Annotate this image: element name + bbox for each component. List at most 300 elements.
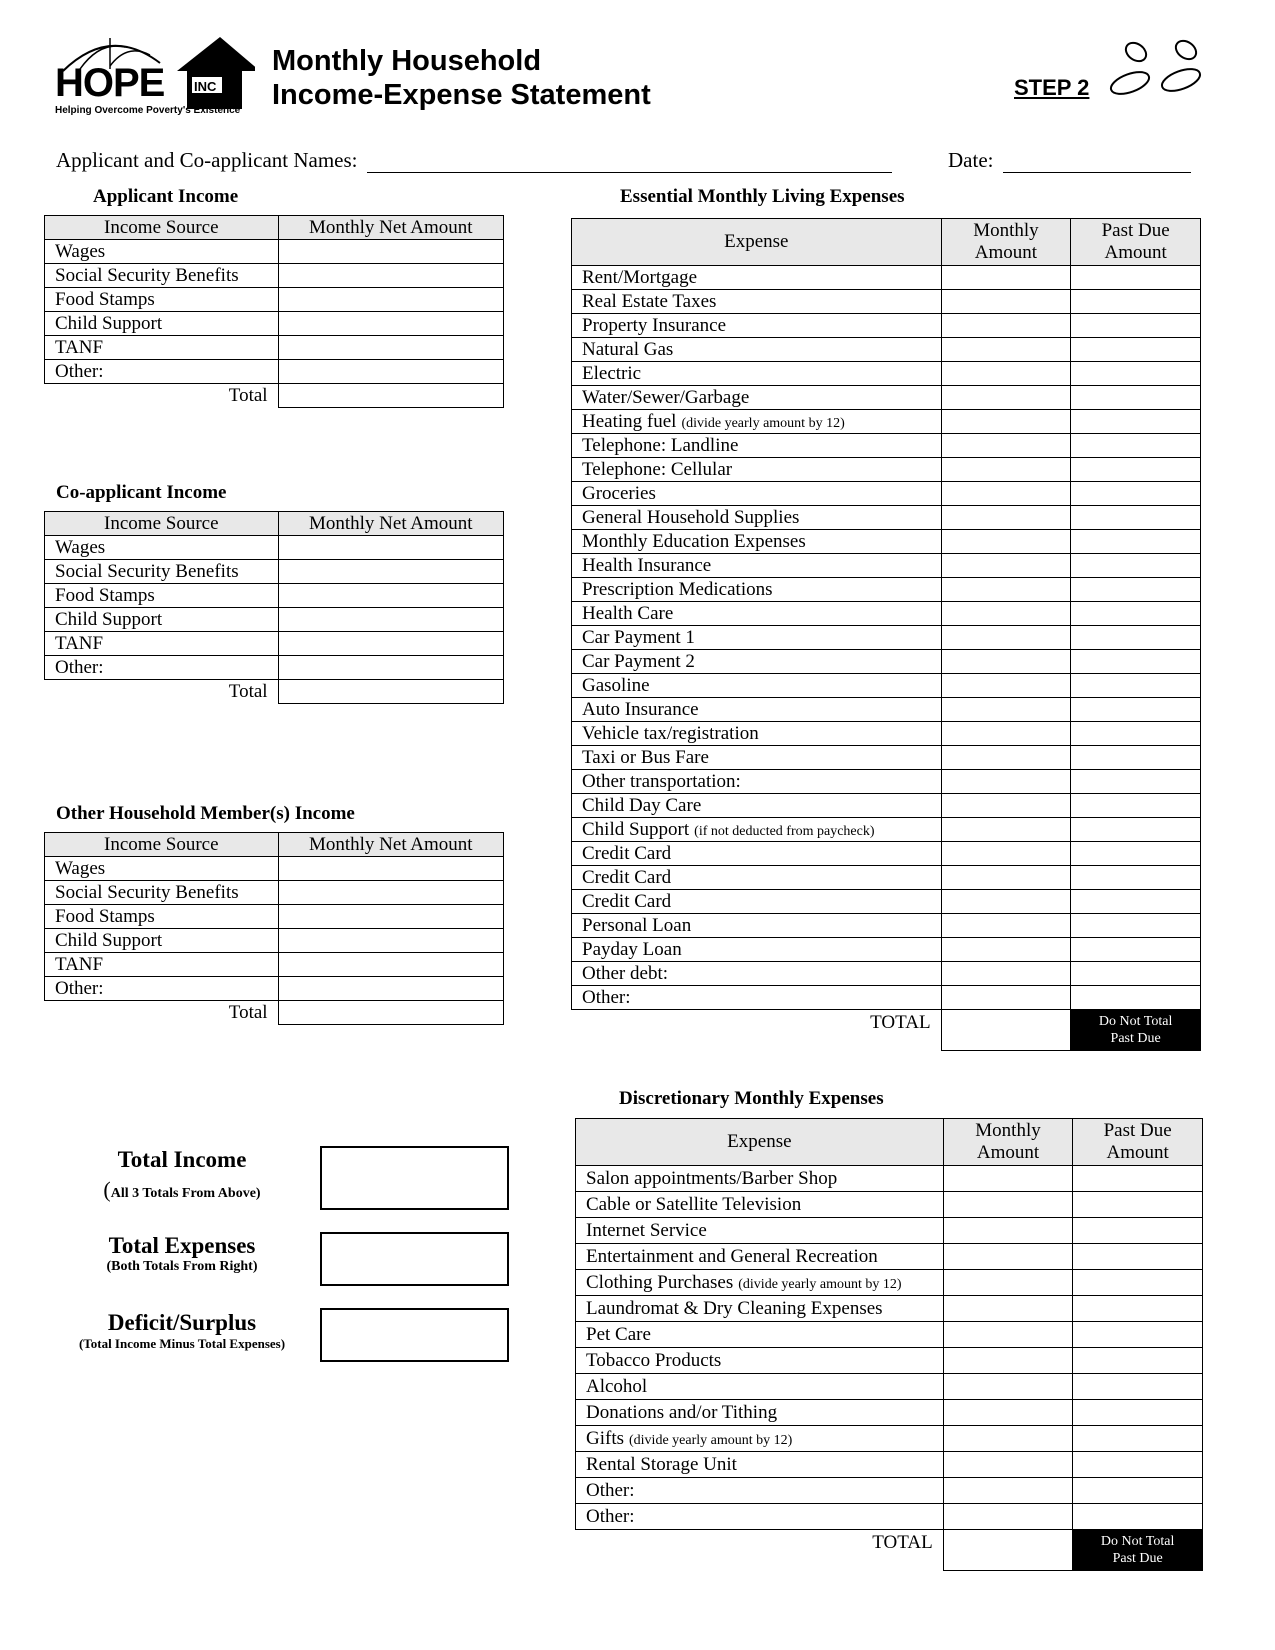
table-row xyxy=(572,770,1201,794)
monthly-amount-cell[interactable] xyxy=(941,482,1071,506)
amount-cell[interactable] xyxy=(278,264,503,288)
expense-name: Clothing Purchases xyxy=(586,1271,734,1293)
income-rows xyxy=(45,536,504,704)
pastdue-amount-cell[interactable] xyxy=(1071,650,1201,674)
monthly-amount-cell[interactable] xyxy=(943,1478,1073,1504)
monthly-amount-cell[interactable] xyxy=(943,1322,1073,1348)
monthly-amount-cell[interactable] xyxy=(943,1218,1073,1244)
table-row xyxy=(572,866,1201,890)
monthly-amount-cell[interactable] xyxy=(941,722,1071,746)
total-cell[interactable] xyxy=(278,680,503,704)
expense-label xyxy=(572,794,942,818)
monthly-amount-cell[interactable] xyxy=(943,1296,1073,1322)
pastdue-amount-cell[interactable] xyxy=(1073,1426,1203,1452)
monthly-amount-cell[interactable] xyxy=(941,650,1071,674)
hope-logo xyxy=(55,33,255,123)
expense-label xyxy=(572,314,942,338)
total-label: Total xyxy=(228,680,268,702)
expense-name: Property Insurance xyxy=(582,314,727,336)
row-label: Other: xyxy=(45,360,279,384)
expense-note: (divide yearly amount by 12) xyxy=(681,415,845,431)
monthly-amount-cell[interactable] xyxy=(941,674,1071,698)
amount-cell[interactable] xyxy=(278,584,503,608)
expense-name: Tobacco Products xyxy=(586,1349,722,1371)
expense-label xyxy=(572,362,942,386)
pastdue-amount-cell[interactable] xyxy=(1073,1504,1203,1530)
table-row xyxy=(572,746,1201,770)
table-row xyxy=(45,560,504,584)
do-not-total-cell: Do Not Total Past Due xyxy=(1073,1530,1203,1571)
pastdue-amount-cell[interactable] xyxy=(1071,338,1201,362)
table-row xyxy=(45,632,504,656)
expense-name: Heating fuel xyxy=(582,410,677,432)
expense-label xyxy=(572,338,942,362)
pastdue-amount-cell[interactable] xyxy=(1071,602,1201,626)
amount-cell[interactable] xyxy=(278,240,503,264)
table-row xyxy=(572,362,1201,386)
col-monthly-net: Monthly Net Amount xyxy=(278,216,503,240)
total-cell[interactable] xyxy=(278,1001,503,1025)
expense-name: Rent/Mortgage xyxy=(582,266,698,288)
monthly-amount-cell[interactable] xyxy=(941,986,1071,1010)
title-line-2: Income-Expense Statement xyxy=(272,79,651,111)
row-label: Food Stamps xyxy=(45,584,279,608)
expense-rows xyxy=(576,1166,1203,1530)
pastdue-amount-cell[interactable] xyxy=(1071,482,1201,506)
table-row xyxy=(576,1244,1203,1270)
total-expenses-label: Total Expenses xyxy=(108,1233,256,1258)
date-field[interactable] xyxy=(1003,154,1191,173)
table-row xyxy=(572,722,1201,746)
date-label: Date: xyxy=(948,148,994,172)
expense-name: Laundromat & Dry Cleaning Expenses xyxy=(586,1297,883,1319)
table-row xyxy=(572,482,1201,506)
pastdue-amount-cell[interactable] xyxy=(1071,386,1201,410)
pastdue-amount-cell[interactable] xyxy=(1071,746,1201,770)
monthly-amount-cell[interactable] xyxy=(941,578,1071,602)
expense-name: Electric xyxy=(582,362,642,384)
essential-title: Essential Monthly Living Expenses xyxy=(620,186,905,207)
amount-cell[interactable] xyxy=(278,360,503,384)
expense-name: Taxi or Bus Fare xyxy=(582,746,709,768)
table-row xyxy=(576,1452,1203,1478)
date-row xyxy=(948,148,1191,173)
pastdue-amount-cell[interactable] xyxy=(1071,410,1201,434)
expense-name: Other transportation: xyxy=(582,770,741,792)
expense-name: Cable or Satellite Television xyxy=(586,1193,802,1215)
table-header xyxy=(45,833,504,857)
col-monthly-net: Monthly Net Amount xyxy=(278,833,503,857)
monthly-amount-cell[interactable] xyxy=(941,818,1071,842)
pastdue-amount-cell[interactable] xyxy=(1071,266,1201,290)
expense-name: Child Day Care xyxy=(582,794,702,816)
row-label: Food Stamps xyxy=(45,905,279,929)
monthly-amount-cell[interactable] xyxy=(941,794,1071,818)
monthly-amount-cell[interactable] xyxy=(943,1504,1073,1530)
pastdue-amount-cell[interactable] xyxy=(1071,770,1201,794)
expense-name: Auto Insurance xyxy=(582,698,699,720)
table-row xyxy=(576,1270,1203,1296)
expense-label xyxy=(572,578,942,602)
monthly-amount-cell[interactable] xyxy=(943,1192,1073,1218)
monthly-amount-cell[interactable] xyxy=(943,1270,1073,1296)
row-label: TANF xyxy=(45,336,279,360)
pastdue-amount-cell[interactable] xyxy=(1073,1478,1203,1504)
monthly-amount-cell[interactable] xyxy=(943,1426,1073,1452)
expense-label xyxy=(572,410,942,434)
table-row xyxy=(572,578,1201,602)
pastdue-amount-cell[interactable] xyxy=(1073,1218,1203,1244)
total-income-label: Total Income xyxy=(117,1147,247,1172)
pastdue-amount-cell[interactable] xyxy=(1073,1244,1203,1270)
expense-label xyxy=(572,938,942,962)
table-row xyxy=(45,536,504,560)
step-label: STEP 2 xyxy=(1014,75,1090,100)
expense-name: Groceries xyxy=(582,482,656,504)
monthly-amount-cell[interactable] xyxy=(941,266,1071,290)
expense-label xyxy=(576,1270,944,1296)
monthly-amount-cell[interactable] xyxy=(943,1452,1073,1478)
table-row xyxy=(572,962,1201,986)
pastdue-amount-cell[interactable] xyxy=(1071,914,1201,938)
monthly-amount-cell[interactable] xyxy=(941,938,1071,962)
expense-name: Salon appointments/Barber Shop xyxy=(586,1167,838,1189)
row-label: Social Security Benefits xyxy=(45,264,279,288)
expense-label xyxy=(576,1166,944,1192)
monthly-amount-cell[interactable] xyxy=(941,506,1071,530)
expense-name: Internet Service xyxy=(586,1219,707,1241)
expense-name: Gasoline xyxy=(582,674,650,696)
total-expenses-sub: (Both Totals From Right) xyxy=(106,1259,258,1274)
expense-label xyxy=(576,1244,944,1270)
total-income-sub: (All 3 Totals From Above) xyxy=(103,1177,261,1202)
pastdue-amount-cell[interactable] xyxy=(1071,794,1201,818)
amount-cell[interactable] xyxy=(278,881,503,905)
table-row xyxy=(572,338,1201,362)
table-row xyxy=(572,290,1201,314)
col-income-source: Income Source xyxy=(45,216,279,240)
monthly-amount-cell[interactable] xyxy=(943,1244,1073,1270)
monthly-amount-cell[interactable] xyxy=(941,626,1071,650)
expense-label xyxy=(572,914,942,938)
expense-name: Car Payment 2 xyxy=(582,650,695,672)
expense-name: Natural Gas xyxy=(582,338,674,360)
table-row xyxy=(45,240,504,264)
total-cell[interactable] xyxy=(278,384,503,408)
row-label: TANF xyxy=(45,953,279,977)
pastdue-amount-cell[interactable] xyxy=(1071,290,1201,314)
table-header xyxy=(576,1119,1203,1166)
monthly-amount-cell[interactable] xyxy=(943,1348,1073,1374)
table-row xyxy=(576,1218,1203,1244)
expense-label xyxy=(572,530,942,554)
expense-label xyxy=(572,626,942,650)
amount-cell[interactable] xyxy=(278,608,503,632)
pastdue-amount-cell[interactable] xyxy=(1073,1322,1203,1348)
pastdue-amount-cell[interactable] xyxy=(1071,506,1201,530)
table-row xyxy=(576,1348,1203,1374)
col-pastdue-amount: Past Due Amount xyxy=(1073,1119,1203,1166)
pastdue-amount-cell[interactable] xyxy=(1071,458,1201,482)
pastdue-amount-cell[interactable] xyxy=(1071,866,1201,890)
expense-name: Monthly Education Expenses xyxy=(582,530,806,552)
table-row xyxy=(45,977,504,1001)
table-row xyxy=(572,890,1201,914)
monthly-amount-cell[interactable] xyxy=(941,602,1071,626)
expense-label xyxy=(572,674,942,698)
pastdue-amount-cell[interactable] xyxy=(1071,362,1201,386)
discretionary-expenses-table xyxy=(575,1118,1203,1571)
other-income-table xyxy=(44,832,504,1025)
expense-label xyxy=(572,266,942,290)
pastdue-amount-cell[interactable] xyxy=(1073,1296,1203,1322)
table-row xyxy=(576,1322,1203,1348)
col-income-source: Income Source xyxy=(45,833,279,857)
table-row xyxy=(45,929,504,953)
pastdue-amount-cell[interactable] xyxy=(1071,890,1201,914)
pastdue-amount-cell[interactable] xyxy=(1071,578,1201,602)
total-income-label-group xyxy=(62,1147,302,1203)
monthly-amount-cell[interactable] xyxy=(941,386,1071,410)
amount-cell[interactable] xyxy=(278,857,503,881)
pastdue-amount-cell[interactable] xyxy=(1073,1348,1203,1374)
row-label: Child Support xyxy=(45,929,279,953)
amount-cell[interactable] xyxy=(278,312,503,336)
pastdue-amount-cell[interactable] xyxy=(1073,1270,1203,1296)
table-header xyxy=(572,219,1201,266)
table-row xyxy=(572,530,1201,554)
table-row xyxy=(572,626,1201,650)
table-row xyxy=(572,818,1201,842)
pastdue-amount-cell[interactable] xyxy=(1071,698,1201,722)
total-row xyxy=(45,1001,504,1025)
total-row xyxy=(45,680,504,704)
monthly-amount-cell[interactable] xyxy=(941,458,1071,482)
logo-text: HOPE xyxy=(55,61,165,105)
pastdue-amount-cell[interactable] xyxy=(1073,1192,1203,1218)
table-row xyxy=(572,698,1201,722)
amount-cell[interactable] xyxy=(278,905,503,929)
expense-label xyxy=(572,818,942,842)
amount-cell[interactable] xyxy=(278,977,503,1001)
applicant-income-title: Applicant Income xyxy=(93,186,239,207)
table-row xyxy=(45,905,504,929)
total-row xyxy=(576,1530,1203,1571)
expense-name: Real Estate Taxes xyxy=(582,290,717,312)
total-monthly-cell[interactable] xyxy=(943,1530,1073,1571)
expense-name: Gifts xyxy=(586,1427,624,1449)
pastdue-amount-cell[interactable] xyxy=(1071,674,1201,698)
monthly-amount-cell[interactable] xyxy=(941,770,1071,794)
row-label: TANF xyxy=(45,632,279,656)
total-monthly-cell[interactable] xyxy=(941,1010,1071,1051)
table-row xyxy=(45,953,504,977)
table-row xyxy=(572,794,1201,818)
deficit-label: Deficit/Surplus xyxy=(107,1310,257,1335)
table-row xyxy=(572,266,1201,290)
amount-cell[interactable] xyxy=(278,929,503,953)
pastdue-amount-cell[interactable] xyxy=(1073,1166,1203,1192)
amount-cell[interactable] xyxy=(278,536,503,560)
monthly-amount-cell[interactable] xyxy=(941,290,1071,314)
expense-name: Credit Card xyxy=(582,842,672,864)
monthly-amount-cell[interactable] xyxy=(941,530,1071,554)
expense-name: Alcohol xyxy=(586,1375,648,1397)
total-label: TOTAL xyxy=(872,1532,933,1553)
expense-name: Donations and/or Tithing xyxy=(586,1401,778,1423)
amount-cell[interactable] xyxy=(278,336,503,360)
pastdue-amount-cell[interactable] xyxy=(1071,722,1201,746)
deficit-sub: (Total Income Minus Total Expenses) xyxy=(78,1336,286,1351)
monthly-amount-cell[interactable] xyxy=(943,1166,1073,1192)
table-row xyxy=(572,938,1201,962)
expense-label xyxy=(576,1348,944,1374)
amount-cell[interactable] xyxy=(278,632,503,656)
monthly-amount-cell[interactable] xyxy=(941,698,1071,722)
expense-name: Vehicle tax/registration xyxy=(582,722,759,744)
pastdue-amount-cell[interactable] xyxy=(1071,938,1201,962)
total-expenses-box[interactable] xyxy=(320,1232,509,1286)
monthly-amount-cell[interactable] xyxy=(941,362,1071,386)
income-rows xyxy=(45,857,504,1025)
income-rows xyxy=(45,240,504,408)
table-row xyxy=(45,656,504,680)
expense-label xyxy=(572,890,942,914)
pastdue-amount-cell[interactable] xyxy=(1073,1452,1203,1478)
table-row xyxy=(45,881,504,905)
row-label: Child Support xyxy=(45,312,279,336)
monthly-amount-cell[interactable] xyxy=(941,410,1071,434)
expense-label xyxy=(572,842,942,866)
col-pastdue-amount: Past Due Amount xyxy=(1071,219,1201,266)
total-row xyxy=(45,384,504,408)
monthly-amount-cell[interactable] xyxy=(941,842,1071,866)
expense-label xyxy=(576,1296,944,1322)
pastdue-amount-cell[interactable] xyxy=(1071,626,1201,650)
expense-label xyxy=(572,458,942,482)
expense-name: General Household Supplies xyxy=(582,506,800,528)
expense-label xyxy=(572,386,942,410)
expense-label xyxy=(576,1218,944,1244)
pastdue-amount-cell[interactable] xyxy=(1071,842,1201,866)
expense-label xyxy=(572,290,942,314)
expense-label xyxy=(572,650,942,674)
table-row xyxy=(572,314,1201,338)
monthly-amount-cell[interactable] xyxy=(941,746,1071,770)
monthly-amount-cell[interactable] xyxy=(943,1400,1073,1426)
expense-name: Health Care xyxy=(582,602,674,624)
pastdue-amount-cell[interactable] xyxy=(1071,818,1201,842)
table-row xyxy=(576,1400,1203,1426)
table-row xyxy=(572,914,1201,938)
pastdue-amount-cell[interactable] xyxy=(1071,314,1201,338)
applicant-income-table xyxy=(44,215,504,408)
expense-name: Pet Care xyxy=(586,1323,651,1345)
names-field[interactable] xyxy=(367,154,892,173)
table-row xyxy=(576,1296,1203,1322)
table-row xyxy=(572,434,1201,458)
table-row xyxy=(572,650,1201,674)
monthly-amount-cell[interactable] xyxy=(941,962,1071,986)
total-expenses-label-group xyxy=(62,1233,302,1275)
row-label: Other: xyxy=(45,656,279,680)
monthly-amount-cell[interactable] xyxy=(941,338,1071,362)
expense-label xyxy=(572,866,942,890)
pastdue-amount-cell[interactable] xyxy=(1073,1374,1203,1400)
pastdue-amount-cell[interactable] xyxy=(1071,530,1201,554)
expense-note: (divide yearly amount by 12) xyxy=(738,1276,902,1292)
table-row xyxy=(576,1426,1203,1452)
table-row xyxy=(572,602,1201,626)
amount-cell[interactable] xyxy=(278,656,503,680)
expense-label xyxy=(576,1452,944,1478)
table-row xyxy=(45,336,504,360)
row-label: Wages xyxy=(45,240,279,264)
pastdue-amount-cell[interactable] xyxy=(1071,434,1201,458)
expense-label xyxy=(576,1322,944,1348)
pastdue-amount-cell[interactable] xyxy=(1071,962,1201,986)
logo-tagline: Helping Overcome Poverty's Existence xyxy=(55,105,241,116)
expense-name: Credit Card xyxy=(582,866,672,888)
table-row xyxy=(45,312,504,336)
table-row xyxy=(572,674,1201,698)
expense-label xyxy=(572,698,942,722)
table-row xyxy=(45,608,504,632)
monthly-amount-cell[interactable] xyxy=(941,890,1071,914)
monthly-amount-cell[interactable] xyxy=(941,914,1071,938)
expense-name: Water/Sewer/Garbage xyxy=(582,386,750,408)
monthly-amount-cell[interactable] xyxy=(943,1374,1073,1400)
expense-label xyxy=(572,554,942,578)
table-header xyxy=(45,512,504,536)
other-income-title: Other Household Member(s) Income xyxy=(56,803,355,824)
names-label: Applicant and Co-applicant Names: xyxy=(56,148,358,172)
monthly-amount-cell[interactable] xyxy=(941,314,1071,338)
expense-name: Other: xyxy=(586,1505,635,1527)
row-label: Wages xyxy=(45,857,279,881)
expense-label xyxy=(572,506,942,530)
table-row xyxy=(45,857,504,881)
monthly-amount-cell[interactable] xyxy=(941,554,1071,578)
amount-cell[interactable] xyxy=(278,560,503,584)
expense-label xyxy=(572,722,942,746)
expense-note: (divide yearly amount by 12) xyxy=(629,1432,793,1448)
expense-name: Car Payment 1 xyxy=(582,626,695,648)
table-row xyxy=(576,1166,1203,1192)
logo-inc: INC xyxy=(194,79,217,94)
table-row xyxy=(576,1374,1203,1400)
expense-name: Health Insurance xyxy=(582,554,712,576)
expense-name: Child Support xyxy=(582,818,690,840)
pastdue-amount-cell[interactable] xyxy=(1071,554,1201,578)
monthly-amount-cell[interactable] xyxy=(941,434,1071,458)
amount-cell[interactable] xyxy=(278,288,503,312)
monthly-amount-cell[interactable] xyxy=(941,866,1071,890)
expense-name: Other: xyxy=(582,986,631,1008)
expense-name: Personal Loan xyxy=(582,914,692,936)
expense-label xyxy=(572,986,942,1010)
deficit-box[interactable] xyxy=(320,1308,509,1362)
amount-cell[interactable] xyxy=(278,953,503,977)
col-monthly-amount: Monthly Amount xyxy=(941,219,1071,266)
pastdue-amount-cell[interactable] xyxy=(1073,1400,1203,1426)
table-row xyxy=(45,264,504,288)
expense-note: (if not deducted from paycheck) xyxy=(694,823,875,839)
expense-name: Credit Card xyxy=(582,890,672,912)
total-income-box[interactable] xyxy=(320,1146,509,1210)
table-row xyxy=(572,410,1201,434)
pastdue-amount-cell[interactable] xyxy=(1071,986,1201,1010)
